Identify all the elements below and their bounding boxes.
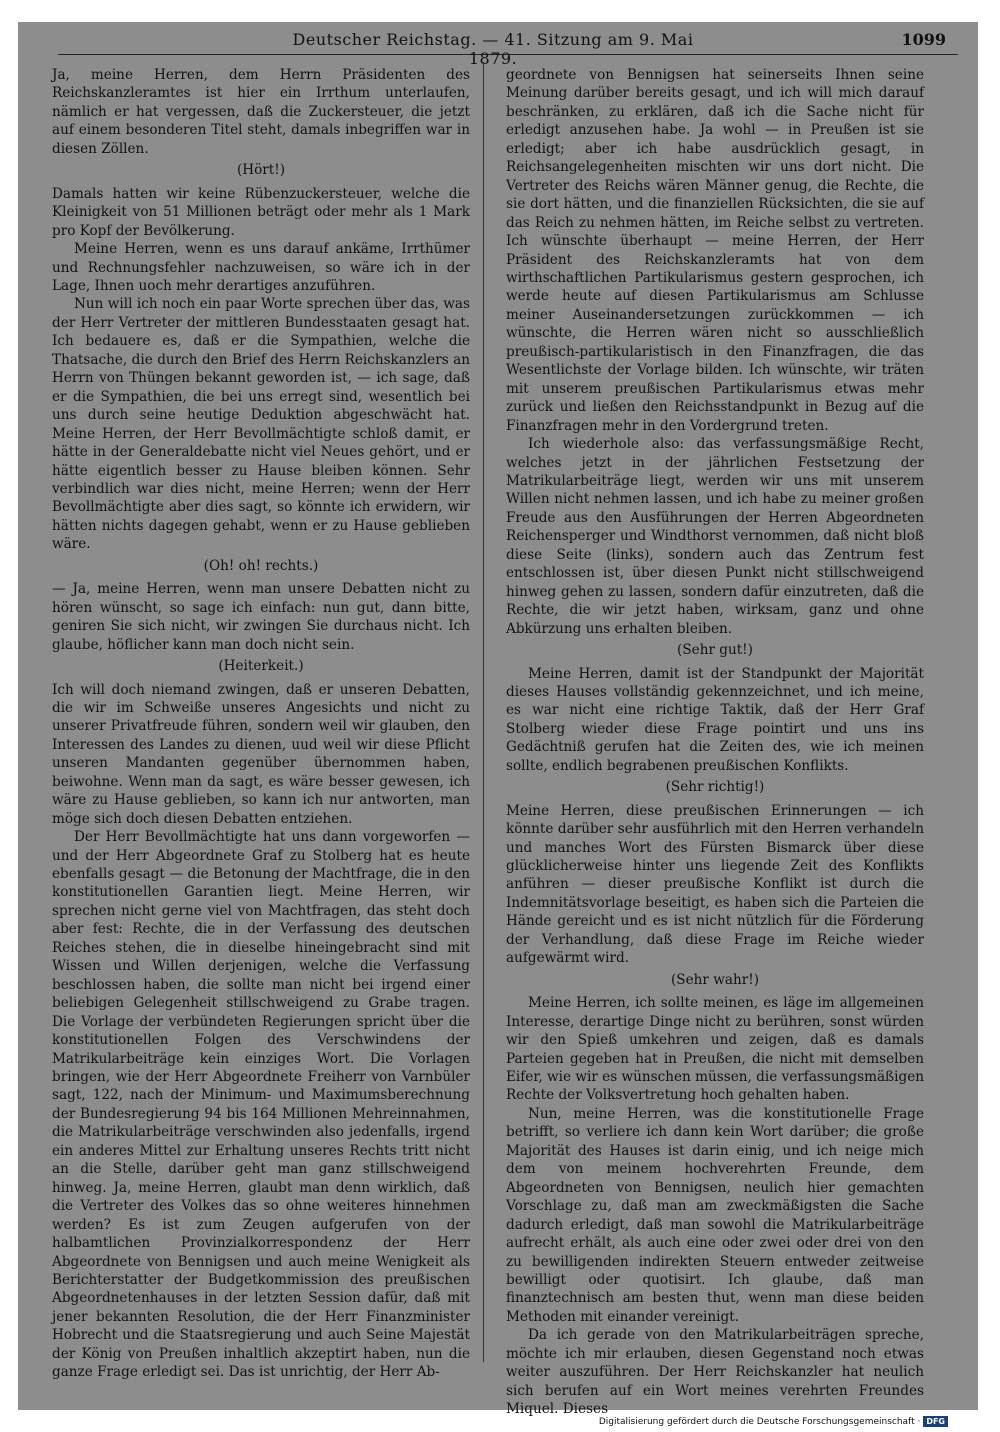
paragraph: Ich will doch niemand zwingen, daß er unseren Debatten, die wir im Schweiße unseres Angesichts und nicht zu unserer Privatfreude führen, sondern weil wir glauben, den Interessen des Landes zu dienen, uud weil wir diese Pflicht unseren Mandanten gegenüber übernommen haben, beiwohne. Wenn man da sagt, es wäre besser gewesen, ich wäre zu Hause geblieben, so kann ich nur antworten, man möge sich doch diesen Debatten entziehen. <box>52 681 470 827</box>
paragraph: Meine Herren, wenn es uns darauf ankäme, Irrthümer und Rechnungsfehler nachzuweisen, so wäre ich in der Lage, Ihnen uoch mehr derartiges anzuführen. <box>52 241 470 294</box>
paragraph: Meine Herren, damit ist der Standpunkt der Majorität dieses Hauses vollständig gekennzeichnet, und ich meine, es war nicht eine richtige Taktik, daß der Herr Graf Stolberg wieder diese Frage pointirt und uns ins Gedächtniß gerufen hat die Zeiten des, wie ich meinen sollte, endlich begrabenen preußischen Konflikts. <box>506 665 924 774</box>
left-column <box>52 66 470 1382</box>
column-divider <box>483 62 484 1362</box>
header-rule <box>58 54 958 55</box>
paragraph: Der Herr Bevollmächtigte hat uns dann vorgeworfen — und der Herr Abgeordnete Graf zu Stolberg hat es heute ebenfalls gesagt — die Betonung der Machtfrage, die in den konstitutionellen Garantien liegt. Meine Herren, wir sprechen nicht gerne viel von Machtfragen, das steht doch aber fest: Rechte, die in der Verfassung des deutschen Reiches stehen, die in dieselbe hineingebracht sind mit Wissen und Willen derjenigen, welche die Verfassung beschlossen haben, die sollte man nicht bei irgend einer beliebigen Gelegenheit stillschweigend zu Grabe tragen. Die Vorlage der verbündeten Regierungen spricht über die konstitutionellen Folgen des Verschwindens der Matrikularbeiträge kein einziges Wort. Die Vorlagen bringen, wie der Herr Abgeordnete Freiherr von Varnbüler sagt, 122, nach der Minimum- und Maximumsberechnung der Bundesregierung 94 bis 164 Millionen Mehreinnahmen, die Matrikularbeiträge verschwinden also jedenfalls, irgend ein anderes Mittel zur Erhaltung unseres Rechts tritt nicht an die Stelle, darüber geht man ganz stillschweigend hinweg. Ja, meine Herren, glaubt man denn wirklich, daß die Vertreter des Volkes das so ohne weiteres hinnehmen werden? Es ist zum Zeugen aufgerufen von der halbamtlichen Provinzialkorrespondenz der Herr Abgeordnete von Bennigsen und auch meine Wenigkeit als Berichterstatter der Budgetkommission des preußischen Abgeordnetenhauses in der letzten Session dafür, daß mit jener bekannten Resolution, die der Herr Finanzminister Hobrecht und die Staatsregierung und auch Seine Majestät der König von Preußen inhaltlich akzeptirt haben, nun die ganze Frage erledigt sei. Das ist unrichtig, der Herr Ab- <box>52 829 470 1381</box>
interjection: (Sehr richtig!) <box>665 779 765 796</box>
paragraph: Ja, meine Herren, dem Herrn Präsidenten des Reichskanzleramtes ist hier ein Irrthum unterlaufen, nämlich er hat vergessen, daß die Zuckersteuer, die jetzt auf einem besonderen Titel steht, damals inbegriffen war in diesen Zöllen. <box>52 67 470 157</box>
interjection: (Oh! oh! rechts.) <box>203 557 319 574</box>
paragraph: Meine Herren, diese preußischen Erinnerungen — ich könnte darüber sehr ausführlich mit den Herren verhandeln und manches Wort des Fürsten Bismarck über diese glücklicherweise hinter uns liegende Zeit des Konflikts anführen — dieser preußische Konflikt ist durch die Indemnitätsvorlage beseitigt, es haben sich die Parteien die Hände gereicht und es ist nicht nützlich für die Förderung der Verhandlung, daß diese Frage im Reiche wieder aufgewärmt wird. <box>506 802 924 967</box>
dfg-logo: DFG <box>923 1416 948 1427</box>
interjection: (Sehr wahr!) <box>671 971 759 988</box>
paragraph: Ich wiederhole also: das verfassungsmäßige Recht, welches jetzt in der jährlichen Festsetzung der Matrikularbeiträge liegt, werden wir uns mit unserem Willen nicht nehmen lassen, und ich habe zu meiner großen Freude aus den Ausführungen der Herren Abgeordneten Reichensperger und Windthorst vernommen, daß nicht bloß diese Seite (links), sondern auch das Zentrum fest entschlossen ist, über diesen Punkt nicht stillschweigend hinweg gehen zu lassen, sondern dafür einzutreten, daß die Rechte, die wir jetzt haben, wirksam, ganz und ohne Abkürzung uns erhalten bleiben. <box>506 436 924 637</box>
paragraph: Nun, meine Herren, was die konstitutionelle Frage betrifft, so verliere ich dann kein Wort darüber; die große Majorität des Hauses ist darin einig, und ich neige mich dem von meinem hochverehrten Freunde, dem Abgeordneten von Bennigsen, neulich hier gemachten Vorschlage zu, daß man am zweckmäßigsten die Sache dadurch erledigt, daß man sowohl die Matrikularbeiträge aufrecht erhält, als auch eine oder zwei oder drei von den zu bewilligenden indirekten Steuern entweder zeitweise bewilligt oder quotisirt. Ich glaube, daß man finanztechnisch am besten thut, wenn man diese beiden Methoden mit einander vereinigt. <box>506 1105 924 1325</box>
paragraph: Nun will ich noch ein paar Worte sprechen über das, was der Herr Vertreter der mittleren Bundesstaaten gesagt hat. Ich bedauere es, daß er die Sympathien, welche die Thatsache, die durch den Brief des Herrn Reichskanzlers an Herrn von Thüngen bekannt geworden ist, — ich sage, daß er die Sympathien, die bei uns erregt sind, wesentlich bei uns durch seine heutige Deduktion abgeschwächt hat. Meine Herren, der Herr Bevollmächtigte schloß damit, er hätte in der Generaldebatte nicht viel Neues gehört, und er hätte eigentlich besser zu Hause bleiben können. Sehr verbindlich war dies nicht, meine Herren; wenn der Herr Bevollmächtigte aber dies sagt, so könnte ich erwidern, wir hätten nichts dagegen gehabt, wenn er zu Hause geblieben wäre. <box>52 296 470 553</box>
paragraph: geordnete von Bennigsen hat seinerseits Ihnen seine Meinung darüber bereits gesagt, und ich will mich darauf beschränken, zu erklären, daß ich die Sache nicht für erledigt anzusehen habe. Ja wohl — in Preußen ist sie erledigt; aber ich habe ausdrücklich gesagt, in Reichsangelegenheiten mischten wir uns dort nicht. Die Vertreter des Reichs wären Männer genug, die Rechte, die sie dort hätten, und die finanziellen Rücksichten, die sie auf das Reich zu nehmen hätten, im Reiche selbst zu vertreten. Ich wünschte überhaupt — meine Herren, der Herr Präsident des Reichskanzleramts hat von dem wirthschaftlichen Partikularismus gestern gesprochen, ich werde heute auf diesen Partikularismus am Schlusse meiner Auseinandersetzungen zurückkommen — ich wünschte, die Herren wären nicht so ausschließlich preußisch-partikularistisch in den Finanzfragen, die das Wesentlichste der Vorlage bilden. Ich wünschte, wir träten mit unserem preußischen Partikularismus etwas mehr zurück und ließen den Reichsstandpunkt in Bezug auf die Finanzfragen mehr in den Vordergrund treten. <box>506 67 924 434</box>
right-column <box>506 66 924 1419</box>
digitization-credit <box>599 1416 948 1427</box>
paragraph: Meine Herren, ich sollte meinen, es läge im allgemeinen Interesse, derartige Dinge nicht zu berühren, sonst würden wir den Spieß umkehren und zeigen, daß es damals Parteien gegeben hat in Preußen, die nicht mit demselben Eifer, wie wir es wünschen müssen, die verfassungsmäßigen Rechte der Volksvertretung hoch gehalten haben. <box>506 995 924 1104</box>
page-number: 1099 <box>901 30 946 49</box>
paragraph: Da ich gerade von den Matrikularbeiträgen spreche, möchte ich mir erlauben, diesen Gegenstand noch etwas weiter auszuführen. Der Herr Reichskanzler hat neulich sich berufen auf ein Wort meines verehrten Freundes Miquel. Dieses <box>506 1327 924 1418</box>
newspaper-page <box>18 22 978 1418</box>
paragraph: Damals hatten wir keine Rübenzuckersteuer, welche die Kleinigkeit von 51 Millionen beträgt oder mehr als 1 Mark pro Kopf der Bevölkerung. <box>52 185 470 239</box>
paragraph: — Ja, meine Herren, wenn man unsere Debatten nicht zu hören wünscht, so sage ich einfach: nun gut, dann bitte, geniren Sie sich nicht, wir zwingen Sie durchaus nicht. Ich glaube, höflicher kann man doch nicht sein. <box>52 581 470 653</box>
interjection: (Heiterkeit.) <box>218 658 304 675</box>
interjection: (Hört!) <box>236 162 286 179</box>
running-head: Deutscher Reichstag. — 41. Sitzung am 9. Mai 1879. <box>292 30 694 68</box>
credit-text: Digitalisierung gefördert durch die Deutsche Forschungsgemeinschaft · <box>598 1416 921 1427</box>
interjection: (Sehr gut!) <box>677 642 753 659</box>
